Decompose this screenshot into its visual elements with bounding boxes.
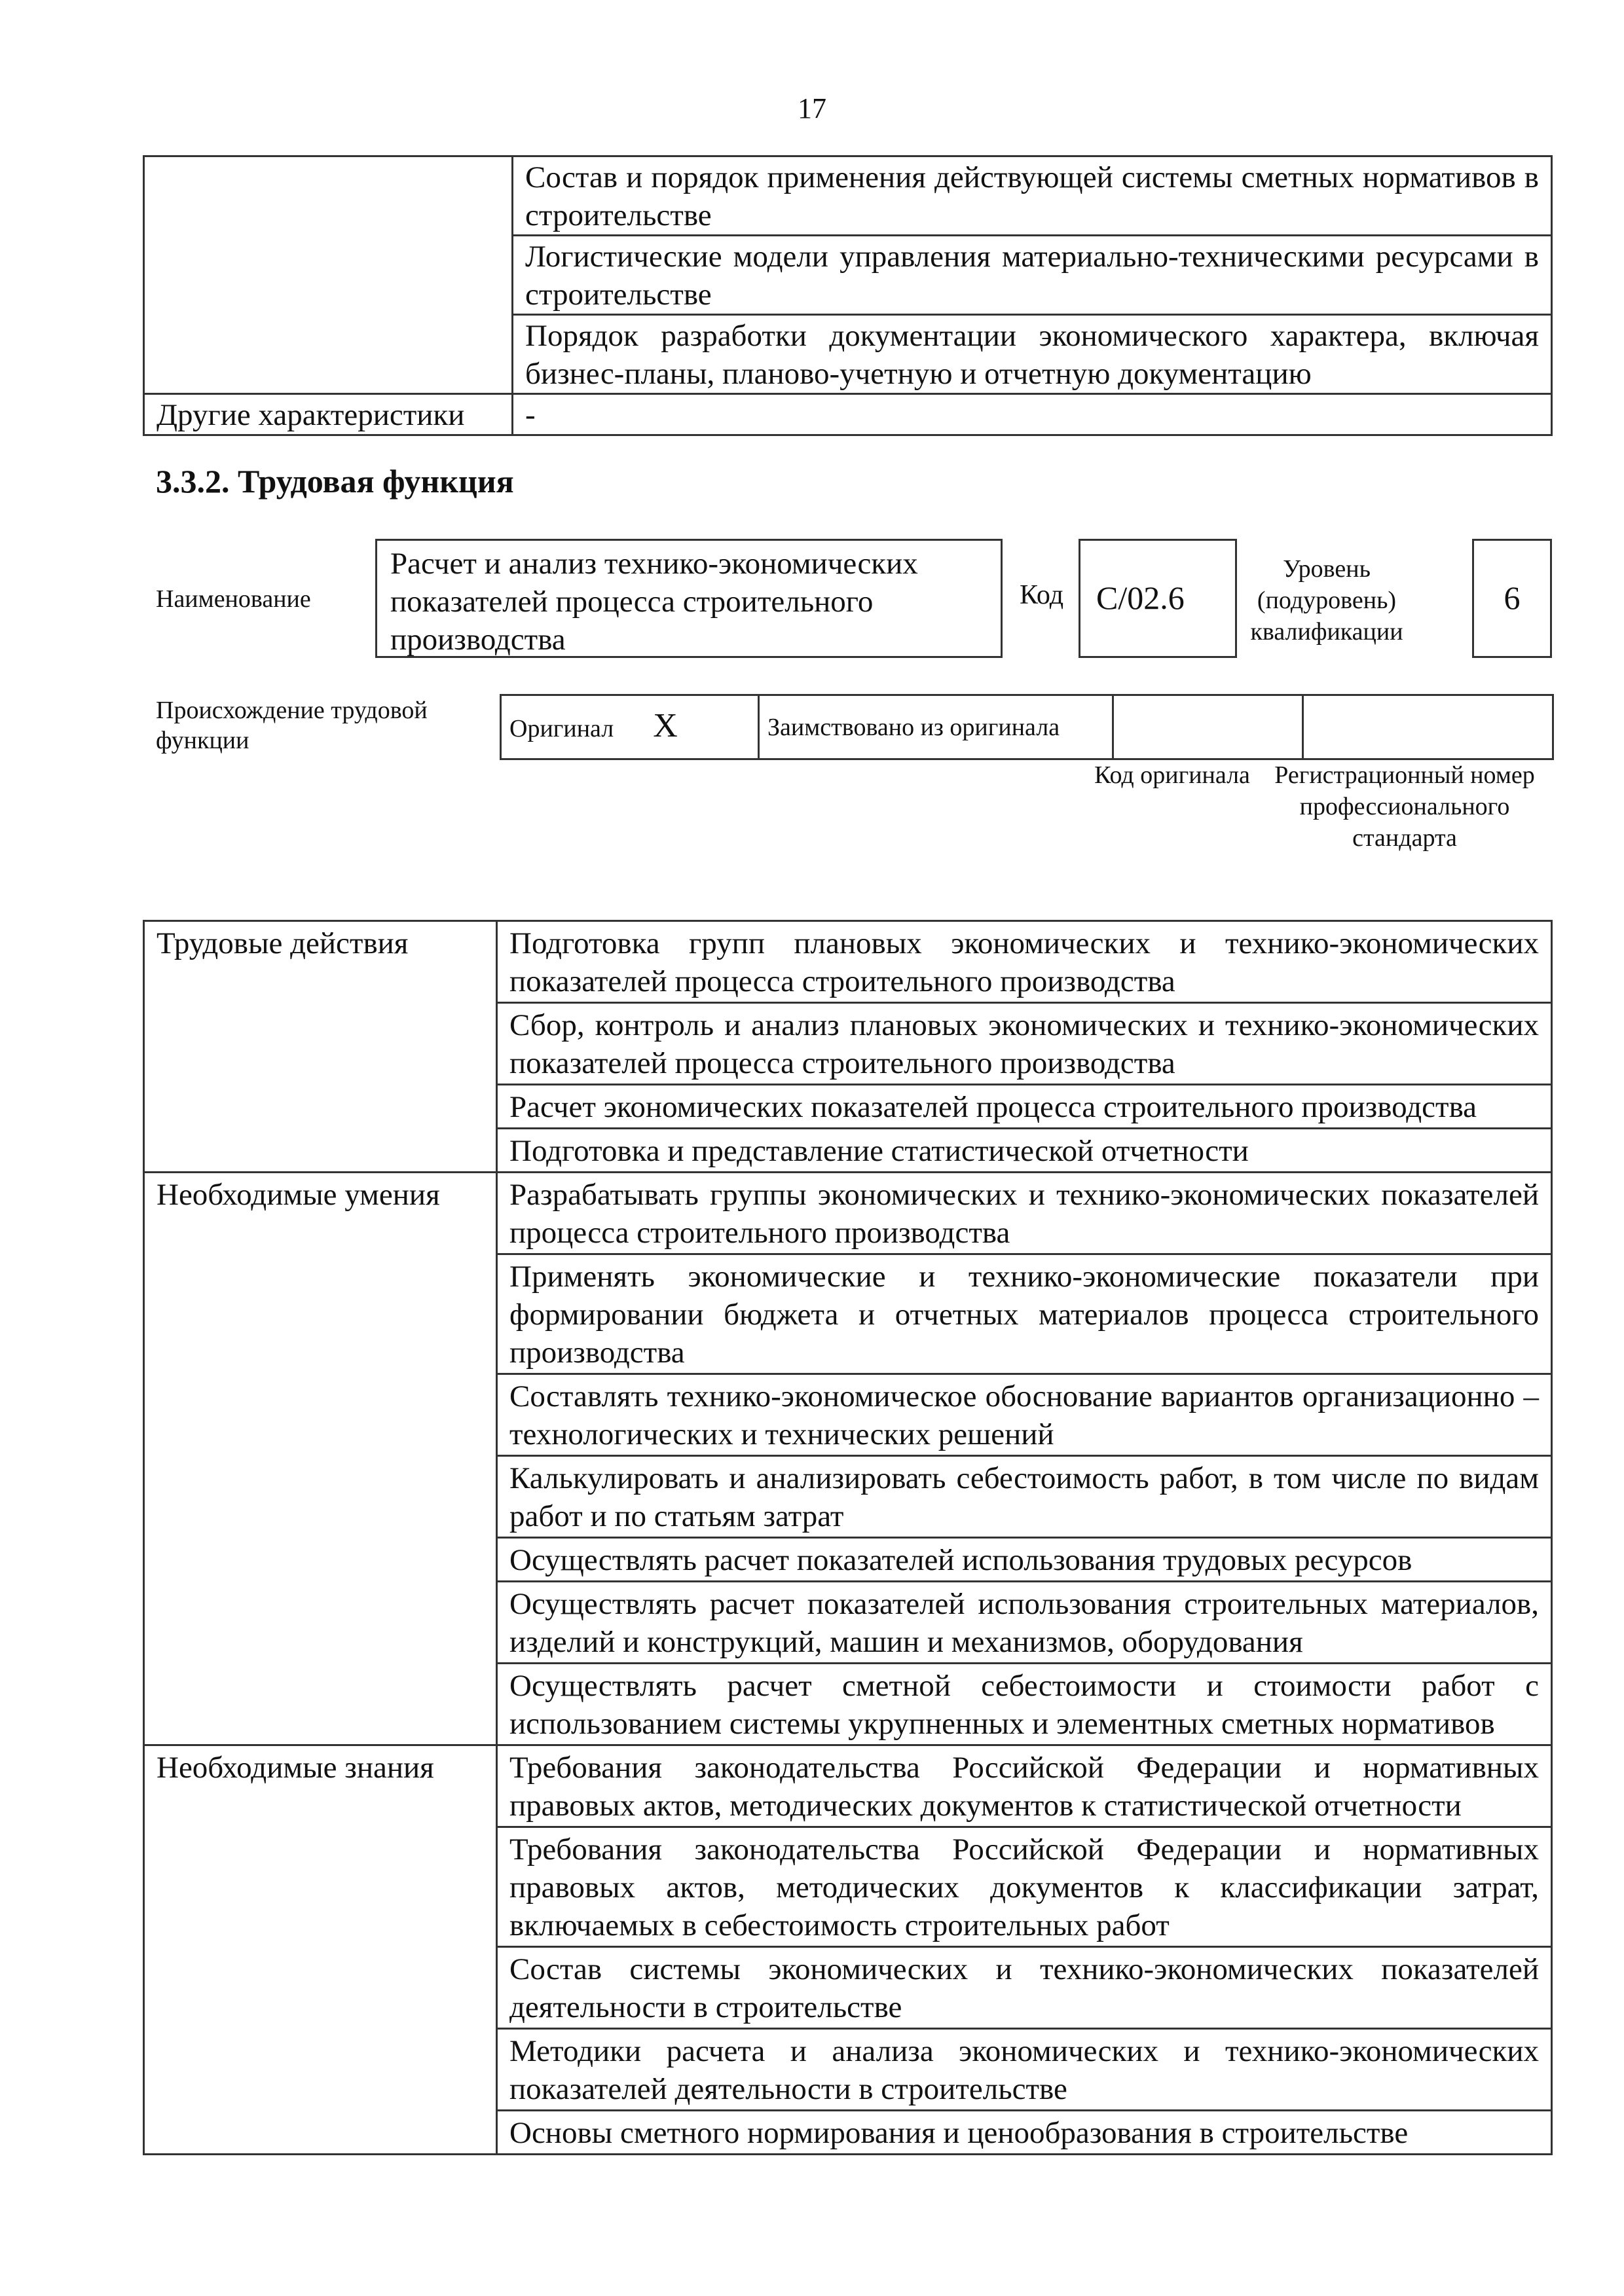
skill-cell: Осуществлять расчет сметной себестоимости и стоимости работ с использованием системы укрупненных и элементных сметных нормативов (497, 1664, 1552, 1745)
action-cell: Подготовка и представление статистической отчетности (497, 1129, 1552, 1173)
knowledge-cell: Порядок разработки документации экономического характера, включая бизнес-планы, планово-учетную и отчетную документацию (513, 315, 1552, 394)
origin-table (500, 694, 1554, 760)
section-heading: 3.3.2. Трудовая функция (156, 463, 514, 500)
name-label: Наименование (156, 585, 311, 613)
group-label-actions: Трудовые действия (144, 921, 497, 1173)
skill-cell: Применять экономические и технико-экономические показатели при формировании бюджета и отчетных материалов процесса строительного производства (497, 1254, 1552, 1374)
code-label: Код (1020, 580, 1064, 610)
group-label-knowledge: Необходимые знания (144, 1745, 497, 2155)
knowledge-cell: Методики расчета и анализа экономических и технико-экономических показателей деятельности в строительстве (497, 2029, 1552, 2111)
function-name-box: Расчет и анализ технико-экономических показателей процесса строительного производства (375, 539, 1003, 658)
knowledge-cell: Состав и порядок применения действующей системы сметных нормативов в строительстве (513, 156, 1552, 236)
table-row (144, 921, 1552, 1003)
knowledge-cell: Основы сметного нормирования и ценообразования в строительстве (497, 2111, 1552, 2155)
knowledge-cell: Состав системы экономических и технико-экономических показателей деятельности в строительстве (497, 1947, 1552, 2029)
group-label-skills: Необходимые умения (144, 1173, 497, 1745)
level-label: Уровень (подуровень) квалификации (1250, 555, 1403, 646)
skill-cell: Осуществлять расчет показателей использования строительных материалов, изделий и конструкций, машин и механизмов, оборудования (497, 1582, 1552, 1664)
original-cell (501, 695, 759, 759)
code-caption: Код оригинала (1094, 761, 1250, 789)
table-row (144, 156, 1552, 236)
function-details-table (143, 920, 1553, 2155)
knowledge-cell: Требования законодательства Российской Федерации и нормативных правовых актов, методических документов к статистической отчетности (497, 1745, 1552, 1827)
table-row (501, 695, 1553, 759)
registration-caption: Регистрационный номер профессионального стандарта (1274, 761, 1535, 852)
other-characteristics-value: - (513, 394, 1552, 435)
other-characteristics-label: Другие характеристики (144, 394, 513, 435)
knowledge-cell: Требования законодательства Российской Федерации и нормативных правовых актов, методических документов к классификации затрат, включаемых в себестоимость строительных работ (497, 1827, 1552, 1947)
original-code-cell (1113, 695, 1303, 759)
original-mark: X (653, 706, 678, 744)
borrowed-label: Заимствовано из оригинала (759, 695, 1113, 759)
action-cell: Подготовка групп плановых экономических и технико-экономических показателей процесса строительного производства (497, 921, 1552, 1003)
empty-label-cell (144, 156, 513, 394)
knowledge-cell: Логистические модели управления материально-техническими ресурсами в строительстве (513, 236, 1552, 315)
page-number: 17 (798, 92, 826, 124)
level-value-box: 6 (1472, 539, 1552, 658)
original-label: Оригинал (509, 714, 614, 742)
table-row (144, 1745, 1552, 1827)
code-value-box: С/02.6 (1079, 539, 1237, 658)
skill-cell: Осуществлять расчет показателей использования трудовых ресурсов (497, 1538, 1552, 1582)
table-row (144, 394, 1552, 435)
table-row (144, 1173, 1552, 1254)
origin-label: Происхождение трудовой функции (156, 697, 428, 754)
skill-cell: Калькулировать и анализировать себестоимость работ, в том числе по видам работ и по статьям затрат (497, 1456, 1552, 1538)
skill-cell: Разрабатывать группы экономических и технико-экономических показателей процесса строительного производства (497, 1173, 1552, 1254)
action-cell: Расчет экономических показателей процесса строительного производства (497, 1085, 1552, 1129)
registration-number-cell (1303, 695, 1553, 759)
skill-cell: Составлять технико-экономическое обоснование вариантов организационно – технологических и технических решений (497, 1374, 1552, 1456)
action-cell: Сбор, контроль и анализ плановых экономических и технико-экономических показателей процесса строительного производства (497, 1003, 1552, 1085)
continued-knowledge-table (143, 155, 1553, 436)
